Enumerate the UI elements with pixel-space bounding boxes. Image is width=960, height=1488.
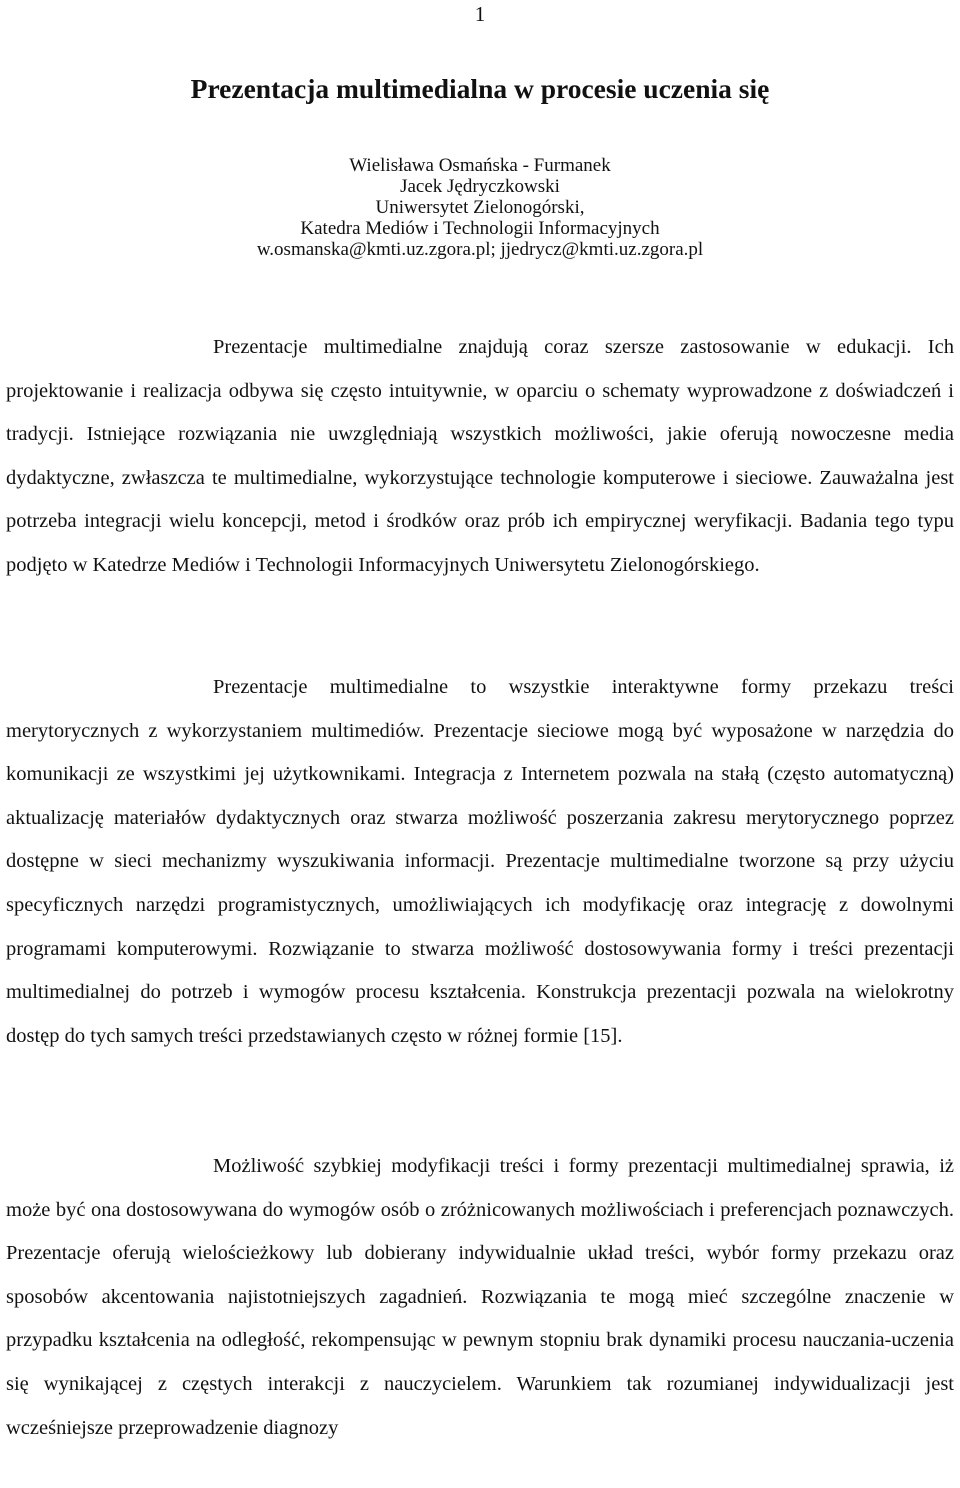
paragraph-2: Prezentacje multimedialne to wszystkie interaktywne formy przekazu treści merytorycznych z wykorzystaniem multimediów. Prezentacje sieciowe mogą być wyposażone w narzędzia do komunikacji ze wszystkimi jej użytkownikami. Integracja z Internetem pozwala na stałą (często automatyczną) aktualizację materiałów dydaktycznych oraz stwarza możliwość poszerzania zakresu merytorycznego poprzez dostępne w sieci mechanizmy wyszukiwania informacji. Prezentacje multimedialne tworzone są przy użyciu specyficznych narzędzi programistycznych, umożliwiających ich modyfikację oraz integrację z dowolnymi programami komputerowymi. Rozwiązanie to stwarza możliwość dostosowywania formy i treści prezentacji multimedialnej do potrzeb i wymogów procesu kształcenia. Konstrukcja prezentacji pozwala na wielokrotny dostęp do tych samych treści przedstawianych często w różnej formie [15]. bbox=[6, 676, 954, 1047]
paragraph-1: Prezentacje multimedialne znajdują coraz szersze zastosowanie w edukacji. Ich projektowanie i realizacja odbywa się często intuitywnie, w oparciu o schematy wyprowadzone z doświadczeń i tradycji. Istniejące rozwiązania nie uwzględniają wszystkich możliwości, jakie oferują nowoczesne media dydaktyczne, zwłaszcza te multimedialne, wykorzystujące technologie komputerowe i sieciowe. Zauważalna jest potrzeba integracji wielu koncepcji, metod i środków oraz prób ich empirycznej weryfikacji. Badania tego typu podjęto w Katedrze Mediów i Technologii Informacyjnych Uniwersytetu Zielonogórskiego. bbox=[6, 336, 954, 576]
affiliation-department: Katedra Mediów i Technologii Informacyjnych bbox=[300, 218, 660, 239]
author-block bbox=[0, 155, 960, 260]
page-number: 1 bbox=[474, 2, 486, 26]
author-name-2: Jacek Jędryczkowski bbox=[400, 176, 560, 197]
affiliation-university: Uniwersytet Zielonogórski, bbox=[375, 197, 585, 218]
author-emails: w.osmanska@kmti.uz.zgora.pl; jjedrycz@kmti.uz.zgora.pl bbox=[256, 239, 704, 260]
author-name-1: Wielisława Osmańska - Furmanek bbox=[349, 155, 611, 176]
paper-title: Prezentacja multimedialna w procesie uczenia się bbox=[190, 73, 770, 104]
paragraph-3: Możliwość szybkiej modyfikacji treści i formy prezentacji multimedialnej sprawia, iż może być ona dostosowywana do wymogów osób o zróżnicowanych możliwościach i preferencjach poznawczych. Prezentacje oferują wielościeżkowy lub dobierany indywidualnie układ treści, wybór formy przekazu oraz sposobów akcentowania najistotniejszych zagadnień. Rozwiązania te mogą mieć szczególne znaczenie w przypadku kształcenia na odległość, rekompensując w pewnym stopniu brak dynamiki procesu nauczania-uczenia się wynikającej z częstych interakcji z nauczycielem. Warunkiem tak rozumianej indywidualizacji jest wcześniejsze przeprowadzenie diagnozy bbox=[6, 1155, 954, 1439]
